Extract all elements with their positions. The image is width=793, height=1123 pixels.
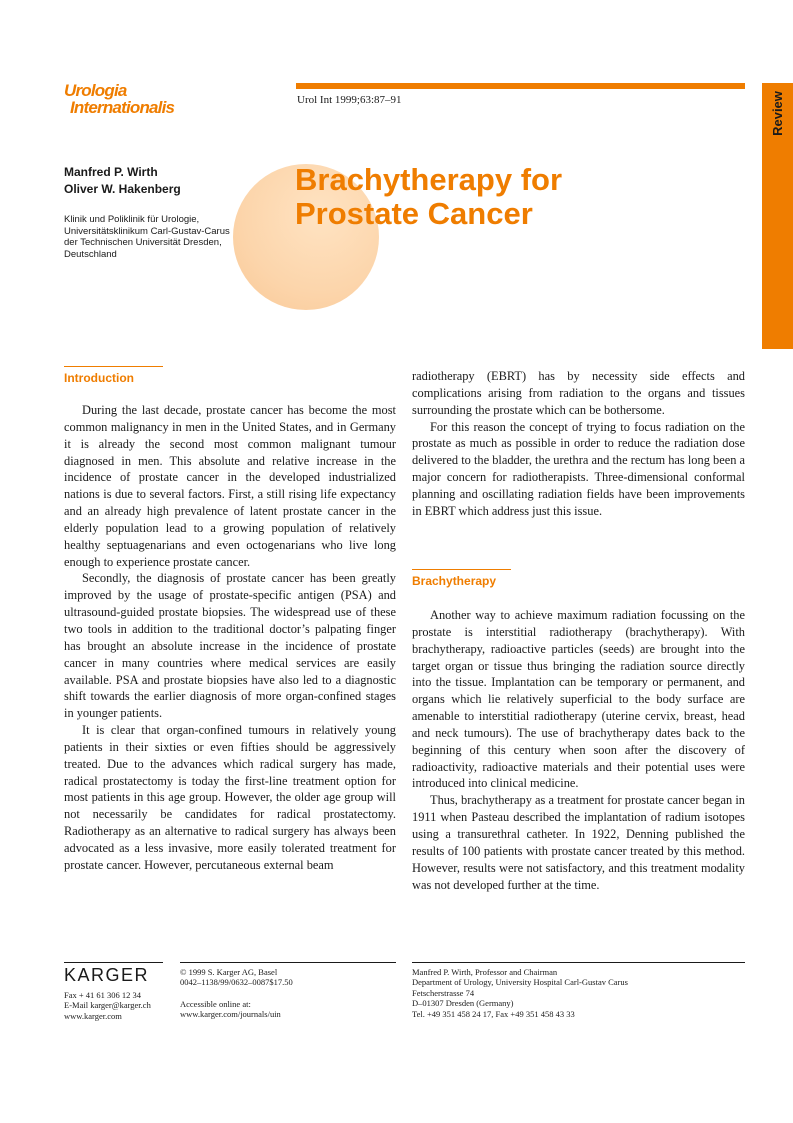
author-list [64, 164, 181, 198]
paragraph: Thus, brachytherapy as a treatment for prostate cancer began in 1911 when Pasteau described the implantation of radium isotopes using a transurethral catheter. In 1922, Denning published the results of 100 patients with prostate cancer treated by this method. However, results were not satisfactory, and this treatment modality was not developed further at the time. [412, 793, 745, 892]
paragraph: radiotherapy (EBRT) has by necessity side effects and complications arising from radiation to the organs and tissues surrounding the prostate which can be bothersome. [412, 369, 745, 417]
access-line: Accessible online at: [180, 999, 251, 1009]
section-heading-introduction: Introduction [64, 371, 134, 385]
section-label: Review [770, 90, 785, 136]
journal-name-line1: Urologia [64, 81, 127, 100]
correspondence-line: Department of Urology, University Hospital Carl-Gustav Carus [412, 977, 628, 988]
affiliation-line: Klinik und Poliklinik für Urologie, [64, 214, 200, 225]
copyright-line: © 1999 S. Karger AG, Basel [180, 967, 278, 977]
correspondence-line: Tel. +49 351 458 24 17, Fax +49 351 458 43 33 [412, 1008, 575, 1019]
article-title [295, 163, 562, 231]
left-column [64, 402, 396, 874]
contact-line: E-Mail karger@karger.ch [64, 1000, 151, 1011]
header-accent-bar [296, 83, 745, 89]
online-access [180, 999, 281, 1020]
journal-name-line2: Internationalis [70, 98, 175, 117]
copyright-line: 0042–1138/99/0632–0087$17.50 [180, 977, 293, 988]
journal-logo [64, 82, 174, 116]
affiliation [64, 214, 230, 260]
section-rule [412, 569, 511, 570]
paragraph: During the last decade, prostate cancer has become the most common malignancy in men in the United States, and in Germany it is already the second most common malignant tumour diagnosed in men. This absolute and relative increase in the incidence of prostate cancer in the developed industrialized nations is due to several factors. First, a still rising life expectancy and an already high prevalence of latent prostate cancer in the elderly population lead to a growing population of relatively healthy septuagenarians and even octogenarians who live long enough to experience prostate cancer. [64, 403, 396, 569]
right-column-intro [412, 368, 745, 520]
publisher-contact [64, 990, 151, 1021]
section-heading-brachytherapy: Brachytherapy [412, 574, 497, 588]
title-line: Brachytherapy for [295, 162, 563, 197]
affiliation-line: Universitätsklinikum Carl-Gustav-Carus [64, 225, 230, 237]
correspondence-line: D–01307 Dresden (Germany) [412, 998, 514, 1009]
access-link[interactable]: www.karger.com/journals/uin [180, 1009, 281, 1020]
correspondence-block [412, 967, 628, 1019]
footer-rule [412, 962, 745, 963]
paragraph: Secondly, the diagnosis of prostate cancer has been greatly improved by the usage of prostate-specific antigen (PSA) and ultrasound-guided prostate biopsies. The widespread use of these two tools in addition to the traditional doctor’s palpating finger has brought an absolute increase in the incidence of prostate cancer in many countries where medical services are easily available. PSA and prostate biopsies have also led to a diagnostic shift towards the earlier diagnosis of more organ-confined stages in younger patients. [64, 571, 396, 721]
correspondence-line: Manfred P. Wirth, Professor and Chairman [412, 967, 558, 977]
affiliation-line: der Technischen Universität Dresden, [64, 237, 222, 248]
copyright-block [180, 967, 293, 988]
footer-rule [64, 962, 163, 963]
citation: Urol Int 1999;63:87–91 [297, 94, 402, 106]
footer-rule [180, 962, 396, 963]
publisher-logo: KARGER [64, 965, 150, 985]
author-name: Manfred P. Wirth [64, 165, 158, 179]
contact-line: www.karger.com [64, 1010, 122, 1021]
affiliation-line: Deutschland [64, 248, 117, 260]
contact-line: Fax + 41 61 306 12 34 [64, 990, 142, 1000]
paragraph: For this reason the concept of trying to focus radiation on the prostate as much as possible in order to reduce the radiation dose delivered to the bladder, the urethra and the rectum has long been a major concern for radiotherapists. Three-dimensional conformal planning and oscillating radiation fields have been improvements in EBRT which address just this issue. [412, 419, 745, 518]
title-line: Prostate Cancer [295, 196, 533, 231]
paragraph: Another way to achieve maximum radiation focussing on the prostate is interstitial radiotherapy (brachytherapy). With brachytherapy, radioactive particles (seeds) are brought into the target organ or tissue thus bringing the radiation source directly into the tissue. Implantation can be temporary or permanent, and organs which lie relatively superficial to the body surface are amenable to interstitial radiotherapy (uterine cervix, breast, head and neck tumours). The use of brachytherapy dates back to the beginning of this century when soon after the discovery of radioactivity, radioactive materials and their potential uses were introduced into clinical medicine. [412, 608, 745, 791]
section-tab [762, 83, 793, 349]
paragraph: It is clear that organ-confined tumours in relatively young patients in their sixties or even fifties should be aggressively treated. Due to the advances which radical surgery has made, radical prostatectomy is today the first-line treatment option for most patients in this age group. However, the older age group will not necessarily be candidates for radical prostatectomy. Radiotherapy as an alternative to radical surgery has always been advocated as a less invasive, more easily tolerated treatment for prostate cancer. However, percutaneous external beam [64, 723, 396, 872]
author-name: Oliver W. Hakenberg [64, 182, 181, 196]
right-column-brachytherapy [412, 607, 745, 893]
section-rule [64, 366, 163, 367]
correspondence-line: Fetscherstrasse 74 [412, 987, 475, 998]
